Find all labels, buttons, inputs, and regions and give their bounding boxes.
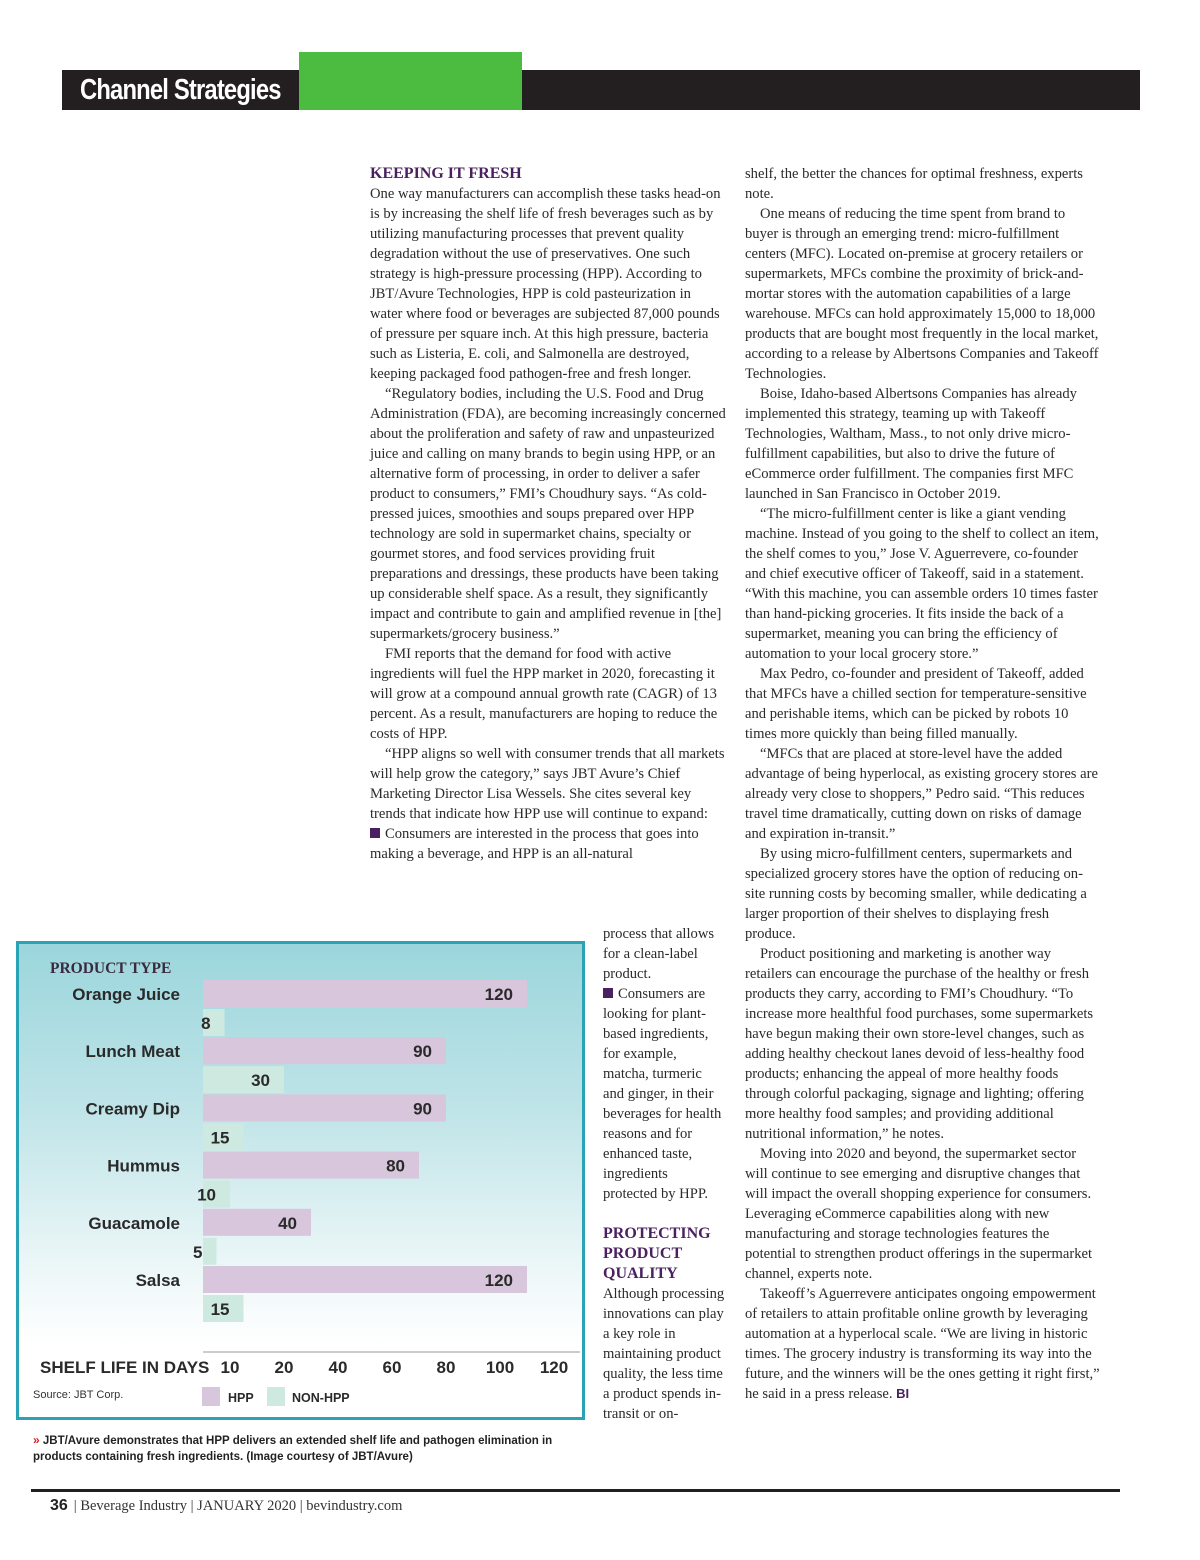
paragraph: FMI reports that the demand for food with active ingredients will fuel the HPP market in 2020, forecasting it will grow at a compound annual growth rate (CAGR) of 13 percent. As a result, manufacturers are hoping to reduce the costs of HPP. <box>370 646 718 742</box>
data-label-non-hpp: 8 <box>201 1014 211 1033</box>
x-tick-label: 60 <box>382 1358 402 1377</box>
category-label: Lunch Meat <box>85 1042 180 1062</box>
x-tick-label: 10 <box>220 1358 240 1377</box>
bar-hpp <box>203 980 527 1007</box>
paragraph: One means of reducing the time spent from brand to buyer is through an emerging trend: micro-fulfillment centers (MFC). Located on-premise at grocery retailers or supermarkets, MFCs combine the proximity of brick-and-mortar stores with the automation capabilities of a large warehouse. MFCs can hold approximately 15,000 to 18,000 products that are bought most frequently in the local market, according to a release by Albertsons Companies and Takeoff Technologies. <box>745 206 1099 382</box>
data-label-non-hpp: 30 <box>251 1071 270 1091</box>
caption-arrow-icon: » <box>33 1433 40 1447</box>
data-label-hpp: 90 <box>413 1042 432 1062</box>
bullet-continuation: process that allows for a clean-label product. <box>603 926 715 982</box>
paragraph: “HPP aligns so well with consumer trends that all markets will help grow the category,” says JBT Avure’s Chief Marketing Director Lisa Wessels. She cites several key trends that indicate how HPP use will continue to expand: <box>370 746 725 822</box>
category-label: Hummus <box>107 1156 180 1176</box>
section-title: Channel Strategies <box>80 74 281 106</box>
footer-publication: | Beverage Industry | JANUARY 2020 | bevindustry.com <box>73 1498 403 1514</box>
bar-non-hpp <box>203 1066 284 1093</box>
paragraph: Product positioning and marketing is another way retailers can encourage the purchase of the healthy or fresh products they carry, according to FMI’s Choudhury. “To increase more healthful food purchases, some supermarkets have begun making their own store-level changes, such as adding healthy checkout lanes devoid of less-healthy food products; enhancing the appeal of more healthy foods through colorful packaging, signage and lighting; offering more healthy food samples; and providing additional nutritional information,” he notes. <box>745 946 1094 1142</box>
legend-swatch-hpp <box>202 1387 220 1406</box>
category-label: Guacamole <box>88 1213 180 1233</box>
bar-hpp <box>203 1037 446 1064</box>
page-footer <box>50 1497 402 1515</box>
paragraph: shelf, the better the chances for optimal freshness, experts note. <box>745 166 1083 202</box>
paragraph: Takeoff’s Aguerrevere anticipates ongoing empowerment of retailers to attain profitable online growth by leveraging automation at a hyperlocal scale. “We are living in historic times. The grocery industry is transforming its way into the future, and the winners will be the ones getting it right first,” he said in a press release. BI <box>745 1286 1100 1402</box>
bullet-item: Consumers are looking for plant-based ingredients, for example, matcha, turmeric and ginger, in their beverages for health reasons and for enhanced taste, ingredients protected by HPP. <box>603 986 722 1202</box>
end-mark: BI <box>896 1386 910 1401</box>
bar-hpp <box>203 1094 446 1121</box>
x-tick-label: 80 <box>436 1358 456 1377</box>
bar-hpp <box>203 1266 527 1293</box>
footer-rule <box>31 1489 1120 1492</box>
x-tick-label: 40 <box>328 1358 348 1377</box>
paragraph: Boise, Idaho-based Albertsons Companies has already implemented this strategy, teaming up with Takeoff Technologies, Waltham, Mass., to not only drive micro-fulfillment capabilities, but also to drive the future of eCommerce order fulfillment. The companies first MFC launched in San Francisco in October 2019. <box>745 386 1077 502</box>
legend-label-non-hpp: NON-HPP <box>292 1391 350 1405</box>
legend-swatch-non-hpp <box>267 1387 285 1406</box>
paragraph: “Regulatory bodies, including the U.S. Food and Drug Administration (FDA), are becoming increasingly concerned about the proliferation and safety of raw and unpasteurized juice and calling on many brands to begin using HPP, or an alternative form of processing, in order to deliver a safer product to consumers,” FMI’s Choudhury says. “As cold-pressed juices, smoothies and soups prepared over HPP technology are sold in supermarket chains, specialty or gourmet stores, and food services providing fruit preparations and dressings, these products have been taking up considerable shelf space. As a result, they significantly impact and contribute to gain and amplified revenue in [the] supermarkets/grocery business.” <box>370 386 726 642</box>
figure-caption <box>33 1432 578 1465</box>
category-label: Creamy Dip <box>85 1099 180 1119</box>
caption-text: JBT/Avure demonstrates that HPP delivers an extended shelf life and pathogen elimination in products containing fresh ingredients. (Image courtesy of JBT/Avure) <box>33 1435 553 1463</box>
paragraph: By using micro-fulfillment centers, supermarkets and specialized grocery stores have the option of reducing on-site running costs by becoming smaller, while dedicating a larger proportion of their shelves to displaying fresh produce. <box>745 846 1087 942</box>
data-label-hpp: 120 <box>484 1271 513 1290</box>
data-label-hpp: 120 <box>484 985 513 1004</box>
paragraph: Moving into 2020 and beyond, the supermarket sector will continue to see emerging and disruptive changes that will impact the overall shopping experience for consumers. Leveraging eCommerce capabilities along with new manufacturing and storage technologies features the potential to strengthen product offerings in the supermarket channel, experts note. <box>745 1146 1093 1282</box>
paragraph: One way manufacturers can accomplish these tasks head-on is by increasing the shelf life of fresh beverages such as by utilizing manufacturing processes that prevent quality degradation without the use of preservatives. One such strategy is high-pressure processing (HPP). According to JBT/Avure Technologies, HPP is cold pasteurization in water where food or beverages are subjected 87,000 pounds of pressure per square inch. At this high pressure, bacteria such as Listeria, E. coli, and Salmonella are destroyed, keeping packaged food pathogen-free and fresh longer. <box>370 186 721 382</box>
bullet-item: Consumers are interested in the process that goes into making a beverage, and HPP is an all-natural <box>370 826 699 862</box>
legend-label-hpp: HPP <box>228 1391 254 1405</box>
x-tick-label: 100 <box>485 1358 515 1377</box>
bar-non-hpp <box>203 1238 217 1265</box>
data-label-non-hpp: 5 <box>193 1242 203 1262</box>
chart-source: Source: JBT Corp. <box>33 1389 124 1401</box>
paragraph: Max Pedro, co-founder and president of Takeoff, added that MFCs have a chilled section for temperature-sensitive and perishable items, which can be picked by robots 10 times more quickly than being filled manually. <box>745 666 1087 742</box>
data-label-hpp: 40 <box>278 1213 297 1233</box>
data-label-hpp: 80 <box>386 1156 405 1176</box>
heading-protecting-product-quality: PROTECTING PRODUCT QUALITY <box>603 1225 711 1282</box>
category-label: Orange Juice <box>72 985 180 1004</box>
heading-keeping-it-fresh: KEEPING IT FRESH <box>370 165 522 182</box>
paragraph: “MFCs that are placed at store-level have the added advantage of being hyperlocal, as existing grocery stores are already very close to shoppers,” Pedro said. “This reduces travel time dramatically, cutting down on risks of damage and expiration in-transit.” <box>745 746 1098 842</box>
chart-title: PRODUCT TYPE <box>50 960 172 977</box>
data-label-hpp: 90 <box>413 1099 432 1119</box>
data-label-non-hpp: 10 <box>197 1185 216 1205</box>
category-label: Salsa <box>135 1271 180 1290</box>
data-label-non-hpp: 15 <box>210 1300 230 1319</box>
data-label-non-hpp: 15 <box>210 1128 230 1148</box>
x-axis-title: SHELF LIFE IN DAYS <box>40 1358 210 1377</box>
paragraph: “The micro-fulfillment center is like a giant vending machine. Instead of you going to the shelf to collect an item, the shelf comes to you,” Jose V. Aguerrevere, co-founder and chief executive officer of Takeoff, said in a statement. “With this machine, you can assemble orders 10 times faster than hand-picking groceries. It fits inside the back of a supermarket, meaning you can bring the efficiency of automation to your local grocery store.” <box>745 506 1099 662</box>
paragraph: Although processing innovations can play a key role in maintaining product quality, the less time a product spends in-transit or on- <box>603 1286 725 1422</box>
x-tick-label: 20 <box>274 1358 294 1377</box>
x-tick-label: 120 <box>539 1358 569 1377</box>
page-number: 36 <box>50 1497 68 1514</box>
